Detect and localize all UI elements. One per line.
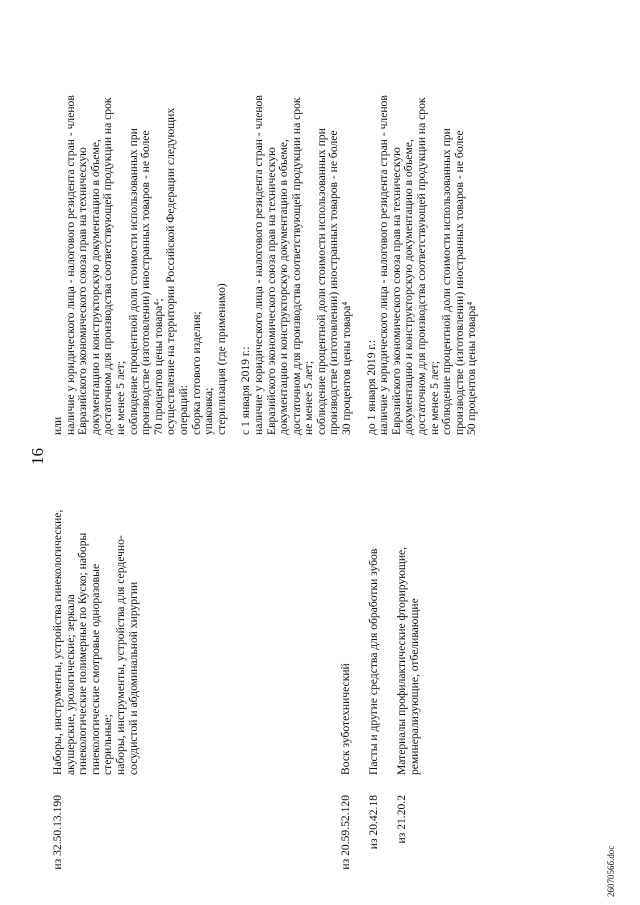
product-name	[52, 445, 140, 775]
text-line: гинекологические смотровые одноразовые	[88, 563, 102, 775]
text-line: 30 процентов цены товара⁴	[340, 301, 354, 435]
text-line: достаточном для производства соответствующей продукции на срок	[415, 97, 429, 435]
okpd-code: из 21.20.2	[395, 795, 408, 844]
text-line: не менее 5 лет;	[113, 360, 127, 435]
text-line: Евразийского экономического союза прав на техническую	[389, 147, 403, 435]
text-line: Пасты и другие средства для обработки зубов	[367, 548, 380, 775]
okpd-code: из 32.50.13.190	[51, 795, 64, 870]
text-line: сосудистой и абдоминальной хирургии	[126, 581, 140, 775]
text-line: стерилизация (где применимо)	[214, 283, 228, 435]
text-line: сборка готового изделия;	[189, 311, 203, 435]
text-line: 50 процентов цены товара⁴	[465, 301, 479, 435]
text-line: до 1 января 2019 г.:	[364, 340, 378, 435]
text-line: Материалы профилактические фторирующие,	[395, 546, 408, 775]
text-line: осуществление на территории Российской Федерации следующих	[164, 107, 178, 435]
text-line: акушерские, урологические; зеркала	[63, 594, 77, 775]
text-line: Воск зуботехнический	[339, 663, 352, 775]
text-line: гинекологические полимерные по Куско; наборы	[76, 532, 90, 775]
footer-docid: 2607056б.doc	[606, 845, 616, 897]
text-line: достаточном для производства соответствующей продукции на срок	[101, 97, 115, 435]
text-line: достаточном для производства соответствующей продукции на срок	[289, 97, 303, 435]
text-line: стерильные;	[101, 714, 115, 775]
text-line: производстве (изготовлении) иностранных товаров - не более	[327, 130, 341, 435]
text-line: документацию и конструкторскую документацию в объеме,	[88, 139, 102, 435]
text-line: соблюдение процентной доли стоимости использованных при	[440, 128, 454, 435]
text-line: наличие у юридического лица - налогового резидента стран - членов	[251, 95, 265, 435]
text-line: не менее 5 лет;	[427, 360, 441, 435]
product-name	[368, 445, 381, 775]
production-conditions	[52, 15, 479, 435]
text-line: не менее 5 лет;	[302, 360, 316, 435]
text-line: производстве (изготовлении) иностранных товаров - не более	[452, 130, 466, 435]
text-line: наличие у юридического лица - налогового резидента стран - членов	[63, 95, 77, 435]
text-line: Наборы, инструменты, устройства гинекологические,	[51, 509, 64, 775]
text-line: документацию и конструкторскую документацию в объеме,	[402, 139, 416, 435]
text-line: с 1 января 2019 г.:	[239, 346, 253, 435]
text-line: Евразийского экономического союза прав на техническую	[264, 147, 278, 435]
text-line: Евразийского экономического союза прав на техническую	[76, 147, 90, 435]
text-line: соблюдение процентной доли стоимости использованных при	[126, 128, 140, 435]
text-line: упаковка;	[202, 387, 216, 435]
page-number: 16	[28, 448, 47, 465]
text-line: операций:	[176, 385, 190, 435]
text-line: соблюдение процентной доли стоимости использованных при	[314, 128, 328, 435]
product-name	[340, 445, 353, 775]
okpd-code: из 20.42.18	[367, 795, 380, 850]
okpd-code: из 20.59.52.120	[339, 795, 352, 870]
text-line: документацию и конструкторскую документацию в объеме,	[277, 139, 291, 435]
text-line: наборы, инструменты, устройства для сердечно-	[113, 535, 127, 775]
text-line: 70 процентов цены товара⁴;	[151, 298, 165, 435]
text-line: или	[51, 416, 64, 435]
text-line: реминерализующие, отбеливающие	[407, 598, 421, 775]
text-line: производстве (изготовлении) иностранных товаров - не более	[139, 130, 153, 435]
text-line: наличие у юридического лица - налогового резидента стран - членов	[377, 95, 391, 435]
product-name	[396, 445, 421, 775]
